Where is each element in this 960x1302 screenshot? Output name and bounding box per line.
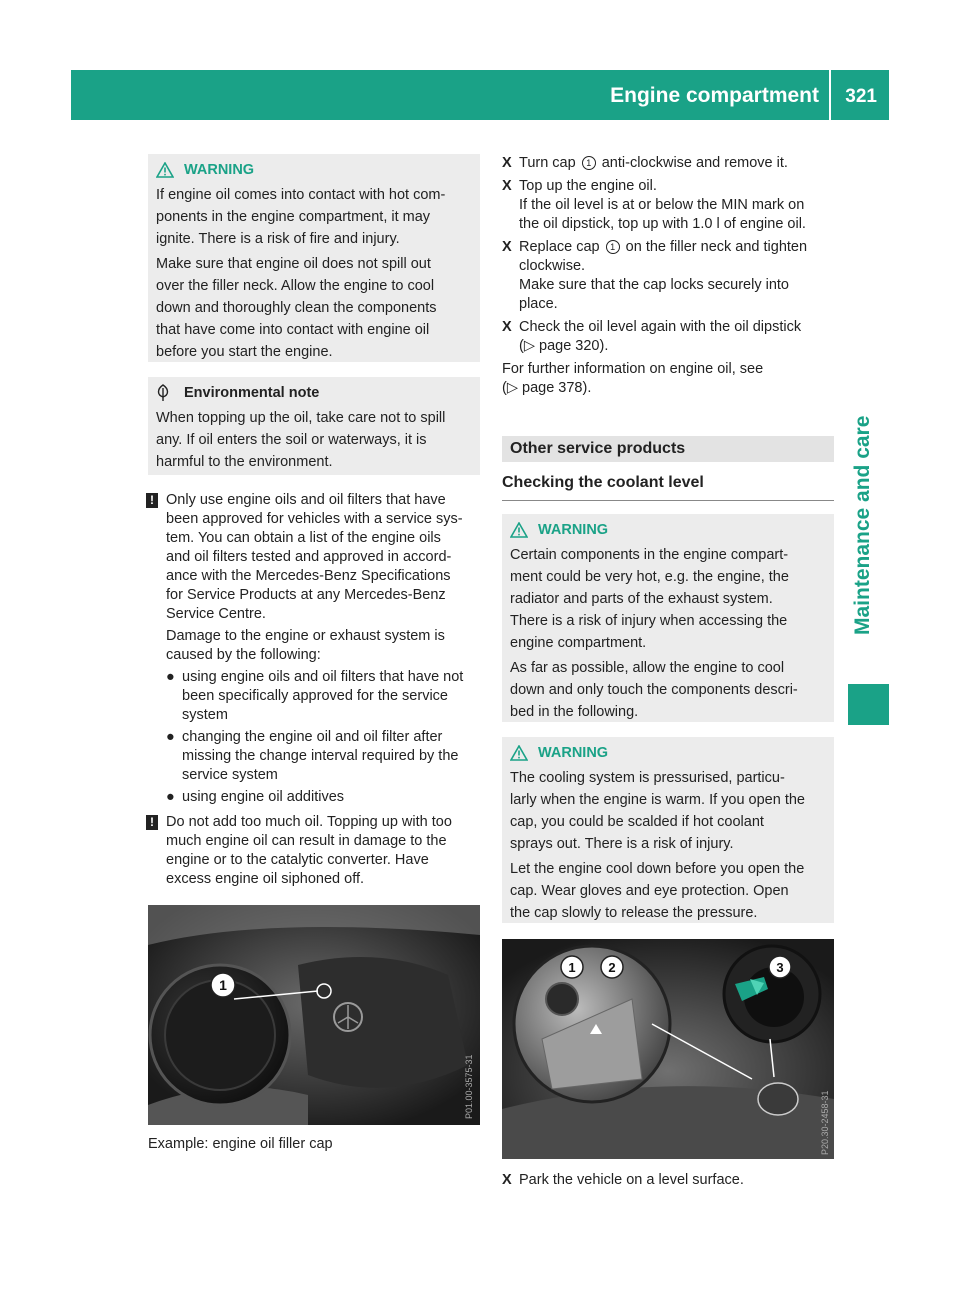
warning-text-line: ignite. There is a risk of fire and injury. xyxy=(156,231,400,247)
right-column xyxy=(502,154,834,1194)
bullet-icon: ● xyxy=(166,729,175,745)
warning-box-pressurised: WARNING The cooling system is pressurised, particu- larly when the engine is warm. If you open the cap, you could be scalded if hot coolant sprays out. There is a risk of injury. Let the engine cool down before you open the cap. Wear gloves and eye protection. Open the cap slowly to release the pressure. xyxy=(502,737,834,923)
step-arrow-icon: X xyxy=(502,239,512,255)
coolant-reservoir-illustration xyxy=(502,939,834,1159)
leaf-icon xyxy=(156,384,170,402)
figure-callout-2: 2 xyxy=(608,960,616,975)
warning-text-line: If engine oil comes into contact with hot com- xyxy=(156,187,446,203)
side-tab-marker xyxy=(848,684,889,725)
list-item: ● changing the engine oil and oil filter after missing the change interval required by the service system xyxy=(166,729,459,783)
figure-callout-1: 1 xyxy=(219,977,227,993)
warning-title: WARNING xyxy=(510,520,826,540)
further-info: For further information on engine oil, see (▷ page 378). xyxy=(502,360,834,398)
figure-caption: Example: engine oil filler cap xyxy=(148,1136,333,1152)
environmental-note-title: Environmental note xyxy=(156,383,472,403)
warning-text-line: down and thoroughly clean the components xyxy=(156,300,437,316)
section-heading: Checking the coolant level xyxy=(502,472,834,501)
step-turn-cap: X Turn cap 1 anti-clockwise and remove it. xyxy=(502,155,788,171)
warning-box-hot-components: WARNING Certain components in the engine compart- ment could be very hot, e.g. the engine, the radiator and parts of the exhaust system. There is a risk of injury when accessing the engine compartment. As far as possible, allow the engine to cool down and only touch the components descri- bed in the following. xyxy=(502,514,834,722)
side-tab-label: Maintenance and care xyxy=(851,415,874,635)
step-check-oil: X Check the oil level again with the oil dipstick (▷ page 320). xyxy=(502,318,834,356)
callout-1: 1 xyxy=(606,240,620,254)
warning-title: WARNING xyxy=(156,160,472,180)
warning-text-line: Make sure that engine oil does not spill out xyxy=(156,256,431,272)
warning-box-oil-fire xyxy=(148,154,480,362)
step-arrow-icon: X xyxy=(502,1172,512,1188)
page-reference-link[interactable]: (▷ page 320). xyxy=(519,338,609,354)
environmental-text-line: any. If oil enters the soil or waterways, it is xyxy=(156,432,427,448)
warning-text-line: over the filler neck. Allow the engine to cool xyxy=(156,278,435,294)
figure-callout-1: 1 xyxy=(568,960,576,975)
step-arrow-icon: X xyxy=(502,319,512,335)
bullet-icon: ● xyxy=(166,789,175,805)
warning-triangle-icon xyxy=(510,745,528,761)
engine-oil-filler-cap-figure xyxy=(148,905,480,1125)
warning-text-line: that have come into contact with engine oil xyxy=(156,322,430,338)
step-arrow-icon: X xyxy=(502,155,512,171)
page-header xyxy=(71,70,889,120)
left-column xyxy=(148,154,480,1154)
figure-callout-3: 3 xyxy=(776,960,784,975)
list-item: ● using engine oil additives xyxy=(166,789,345,805)
note-overfill: ! Do not add too much oil. Topping up with too much engine oil can result in damage to the engine or to the catalytic converter. Have excess engine oil siphoned off. xyxy=(148,813,480,889)
step-arrow-icon: X xyxy=(502,178,512,194)
step-top-up: X Top up the engine oil. If the oil level is at or below the MIN mark on the oil dipstick, top up with 1.0 l of engine oil. xyxy=(502,178,806,232)
page-reference-link[interactable]: (▷ page 378). xyxy=(502,380,592,396)
page-number: 321 xyxy=(845,86,877,107)
warning-text-line: ponents in the engine compartment, it may xyxy=(156,209,431,225)
environmental-text-line: When topping up the oil, take care not to spill xyxy=(156,410,446,426)
coolant-reservoir-figure xyxy=(502,939,834,1159)
warning-text-line: before you start the engine. xyxy=(156,344,333,360)
callout-1: 1 xyxy=(582,156,596,170)
figure-code: P20.30-2458-31 xyxy=(820,1090,830,1155)
section-banner: Other service products xyxy=(502,436,834,462)
environmental-text-line: harmful to the environment. xyxy=(156,454,333,470)
warning-triangle-icon xyxy=(510,522,528,538)
header-divider xyxy=(829,70,831,120)
step-park-vehicle: X Park the vehicle on a level surface. xyxy=(502,1172,744,1188)
figure-code: P01.00-3575-31 xyxy=(464,1054,474,1119)
chapter-title: Engine compartment xyxy=(610,84,819,107)
note-approved-oils: ! Only use engine oils and oil filters that have been approved for vehicles with a service sys- tem. You can obtain a list of the engine oils and oil filters tested and approved in accord- ance with the Mercedes-Benz Specifications for Service Products at any Mercedes-Benz Service Centre. Damage to the engine or exhaust system is caused by the following: ● using engine oils and oil filters that have not been specifically approved for the service system ● changing the engine oil and oil filter after missing the change interval required by the service system ● using engine oil additives xyxy=(148,491,480,807)
attention-icon: ! xyxy=(146,493,158,508)
step-replace-cap: X Replace cap 1 on the filler neck and tighten clockwise. Make sure that the cap locks securely into place. xyxy=(502,239,808,312)
attention-icon: ! xyxy=(146,815,158,830)
list-item: ● using engine oils and oil filters that have not been specifically approved for the service system xyxy=(166,669,464,723)
environmental-note-box xyxy=(148,377,480,475)
warning-title: WARNING xyxy=(510,743,826,763)
warning-triangle-icon xyxy=(156,162,174,178)
bullet-icon: ● xyxy=(166,669,175,685)
engine-oil-cap-illustration xyxy=(148,905,480,1125)
